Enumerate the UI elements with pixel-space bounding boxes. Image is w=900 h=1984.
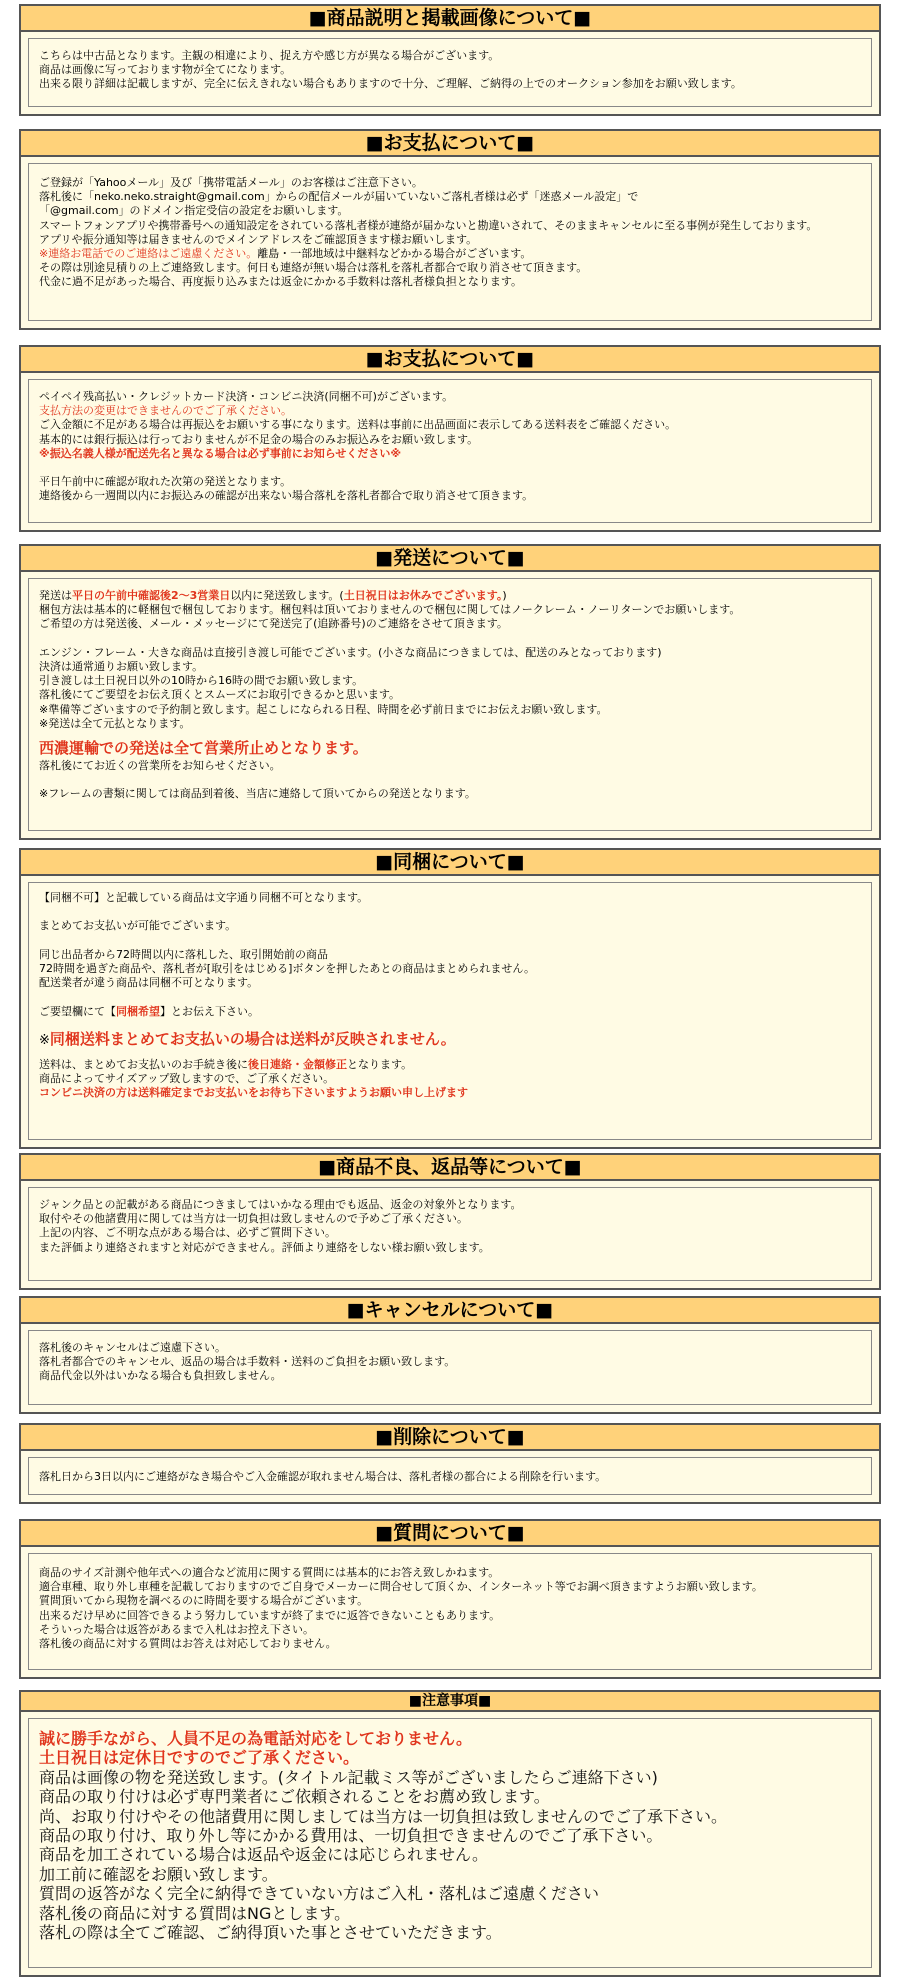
text-line: 支払方法の変更はできませんのでご了承ください。 xyxy=(39,404,292,418)
text-line: 落札後に「neko.neko.straight@gmail.com」からの配信メールが届いていないご落札者様は必ず「迷惑メール設定」で xyxy=(39,190,639,204)
red-note: ※連絡お電話でのご連絡はご遠慮ください。 xyxy=(39,247,258,261)
text-line xyxy=(39,1005,861,1019)
section-title: ■削除について■ xyxy=(21,1425,879,1451)
text: 送料は、まとめてお支払いのお手続き後に xyxy=(39,1057,248,1071)
text-line: ご入金額に不足がある場合は再振込をお願いする事になります。送料は事前に出品画面に表示してある送料表をご確認ください。 xyxy=(39,418,677,432)
text-line: ※発送は全て元払となります。 xyxy=(39,716,191,730)
text-line: 出来る限り詳細は記載しますが、完全に伝えきれない場合もありますので十分、ご理解、ご納得の上でのオークション参加をお願い致します。 xyxy=(39,77,742,91)
text-line: こちらは中古品となります。主観の相違により、捉え方や感じ方が異なる場合がございます。 xyxy=(39,49,500,62)
text-line: 商品は画像の物を発送致します。(タイトル記載ミス等がございましたらご連絡下さい) xyxy=(39,1767,658,1787)
text: 離島・一部地域は中継料などかかる場合がございます。 xyxy=(257,247,532,261)
text-line: 72時間を過ぎた商品や、落札者が[取引をはじめる]ボタンを押したあとの商品はまとめられません。 xyxy=(39,961,536,975)
text: 】とお伝え下さい。 xyxy=(160,1004,259,1018)
section-body xyxy=(28,163,872,321)
text-line: 商品によってサイズアップ致しますので、ご了承ください。 xyxy=(39,1071,335,1085)
text-line: 決済は通常通りお願い致します。 xyxy=(39,660,204,673)
text-line: 上記の内容、ご不明な点がある場合は、必ずご質問下さい。 xyxy=(39,1226,336,1240)
text-line: 同じ出品者から72時間以内に落札した、取引開始前の商品 xyxy=(39,947,328,961)
text-line: ご希望の方は発送後、メール・メッセージにて発送完了(追跡番号)のご連絡をさせて頂きます。 xyxy=(39,617,508,631)
text-line: コンビニ決済の方は送料確定までお支払いをお待ち下さいますようお願い申し上げます xyxy=(39,1086,468,1100)
text-line: その際は別途見積りの上ご連絡致します。何日も連絡が無い場合は落札を落札者都合で取り消させて頂きます。 xyxy=(39,261,588,275)
text-line: 梱包方法は基本的に軽梱包で梱包しております。梱包料は頂いておりませんので梱包に関してはノークレーム・ノーリターンでお願いします。 xyxy=(39,603,741,617)
highlight-line: 誠に勝手ながら、人員不足の為電話対応をしておりません。 xyxy=(39,1729,472,1748)
text-line: ご登録が「Yahooメール」及び「携帯電話メール」のお客様はご注意下さい。 xyxy=(39,176,423,189)
text-line: 落札後のキャンセルはご遠慮下さい。 xyxy=(39,1341,226,1354)
text-line: 尚、お取り付けやその他諸費用に関しましては当方は一切負担は致しませんのでご了承下さい。 xyxy=(39,1806,728,1826)
text-line: アプリや振分通知等は届きませんのでメインアドレスをご確認頂きます様お願いします。 xyxy=(39,232,478,246)
section-body xyxy=(28,882,872,1140)
text-line: 商品の取り付けは必ず専門業者にご依頼されることをお薦め致します。 xyxy=(39,1787,550,1807)
text-line: 平日午前中に確認が取れた次第の発送となります。 xyxy=(39,475,292,489)
text-line: そういった場合は返答があるまで入札はお控え下さい。 xyxy=(39,1622,314,1636)
text-line: 配送業者が違う商品は同梱不可となります。 xyxy=(39,976,259,990)
section-title: ■商品説明と掲載画像について■ xyxy=(21,6,879,32)
section-body xyxy=(28,379,872,523)
section-payment-methods xyxy=(19,345,881,532)
text-line: 【同梱不可】と記載している商品は文字通り同梱不可となります。 xyxy=(39,891,369,904)
section-notes xyxy=(19,1690,881,1977)
section-bundling xyxy=(19,848,881,1149)
text-line: 落札後の商品に対する質問はNGとします。 xyxy=(39,1903,351,1923)
section-shipping xyxy=(19,544,881,840)
section-title: ■商品不良、返品等について■ xyxy=(21,1155,879,1181)
highlight-line: 西濃運輸での発送は全て営業所止めとなります。 xyxy=(39,739,368,758)
text-line: 基本的には銀行振込は行っておりませんが不足金の場合のみお振込みをお願い致します。 xyxy=(39,432,479,446)
text-line: 連絡後から一週間以内にお振込みの確認が出来ない場合落札を落札者都合で取り消させて頂きます。 xyxy=(39,489,534,503)
text-line: ※振込名義人様が配送先名と異なる場合は必ず事前にお知らせください※ xyxy=(39,446,402,460)
text-line: 落札後にてご要望をお伝え頂くとスムーズにお取引できるかと思います。 xyxy=(39,688,401,702)
section-title: ■質問について■ xyxy=(21,1521,879,1547)
text-line: 落札日から3日以内にご連絡がなき場合やご入金確認が取れません場合は、落札者様の都合による削除を行います。 xyxy=(39,1470,607,1483)
section-body xyxy=(28,578,872,831)
red-note: 後日連絡・金額修正 xyxy=(248,1057,347,1071)
section-title: ■同梱について■ xyxy=(21,850,879,876)
text-line: 質問の返答がなく完全に納得できていない方はご入札・落札はご遠慮ください xyxy=(39,1884,600,1904)
section-body xyxy=(28,38,872,107)
red-note: 平日の午前中確認後2～3営業日 xyxy=(72,589,231,602)
text-line: 落札の際は全てご確認、ご納得頂いた事とさせていただきます。 xyxy=(39,1923,502,1943)
text-line: 取付やその他諸費用に関しては当方は一切負担は致しませんので予めご了承ください。 xyxy=(39,1212,468,1226)
text: 以内に発送致します。( xyxy=(230,589,344,602)
text-line: 商品は画像に写っております物が全てになります。 xyxy=(39,63,292,77)
text-line: 代金に過不足があった場合、再度振り込みまたは返金にかかる手数料は落札者様負担となります。 xyxy=(39,275,523,289)
text-line xyxy=(39,589,861,603)
section-title: ■注意事項■ xyxy=(21,1692,879,1712)
text: ※ xyxy=(39,1032,50,1048)
text: ) xyxy=(502,589,507,602)
text-line: 商品のサイズ計測や他年式への適合など流用に関する質問には基本的にお答え致しかねます。 xyxy=(39,1566,500,1579)
section-body xyxy=(28,1330,872,1405)
text-line: 商品を加工されている場合は返品や返金には応じられません。 xyxy=(39,1845,488,1865)
red-note: 同梱希望 xyxy=(116,1004,160,1018)
section-product-description xyxy=(19,4,881,116)
text-line: 質問頂いてから現物を調べるのに時間を要する場合がございます。 xyxy=(39,1594,369,1608)
text-line: エンジン・フレーム・大きな商品は直接引き渡し可能でございます。(小さな商品につきましては、配送のみとなっております) xyxy=(39,645,662,659)
text: ご要望欄にて【 xyxy=(39,1004,116,1018)
section-title: ■発送について■ xyxy=(21,546,879,572)
text: となります。 xyxy=(347,1057,413,1071)
text: 発送は xyxy=(39,589,72,602)
section-title: ■キャンセルについて■ xyxy=(21,1298,879,1324)
highlight-line xyxy=(39,1028,861,1052)
section-body xyxy=(28,1718,872,1968)
text-line xyxy=(39,247,861,261)
highlight-line: 土日祝日は定休日ですのでご了承ください。 xyxy=(39,1748,360,1768)
section-title: ■お支払について■ xyxy=(21,347,879,373)
text-line: 出来るだけ早めに回答できるよう努力していますが終了までに返答できないこともあります。 xyxy=(39,1608,501,1622)
section-defects-returns xyxy=(19,1153,881,1290)
section-title: ■お支払について■ xyxy=(21,131,879,157)
section-body xyxy=(28,1553,872,1670)
text-line: スマートフォンアプリや携帯番号への通知設定をされている落札者様が連絡が届かないと勘違いされて、そのままキャンセルに至る事例が発生しております。 xyxy=(39,218,818,232)
text-line: 加工前に確認をお願い致します。 xyxy=(39,1864,278,1884)
text-line: ペイペイ残高払い・クレジットカード決済・コンビニ決済(同梱不可)がございます。 xyxy=(39,390,454,403)
text-line: 落札後の商品に対する質問はお答えは対応しておりません。 xyxy=(39,1637,337,1651)
text-line: 適合車種、取り外し車種を記載しておりますのでご自身でメーカーに問合せして頂くか、インターネット等でお調べ頂きますようお願い致します。 xyxy=(39,1580,763,1594)
text-line: ※フレームの書類に関しては商品到着後、当店に連絡して頂いてからの発送となります。 xyxy=(39,787,476,801)
section-body xyxy=(28,1457,872,1495)
section-deletion xyxy=(19,1423,881,1504)
text-line: また評価より連絡されますと対応ができません。評価より連絡をしない様お願い致します。 xyxy=(39,1240,490,1254)
text-line: 落札後にてお近くの営業所をお知らせください。 xyxy=(39,759,281,773)
text-line: 商品の取り付け、取り外し等にかかる費用は、一切負担できませんのでご了承下さい。 xyxy=(39,1826,663,1846)
section-questions xyxy=(19,1519,881,1679)
text-line: 商品代金以外はいかなる場合も負担致しません。 xyxy=(39,1369,282,1383)
text-line: ※準備等ございますので予約制と致します。起こしになられる日程、時間を必ず前日までにお伝えお願い致します。 xyxy=(39,702,608,716)
text-line: 「@gmail.com」のドメイン指定受信の設定をお願いします。 xyxy=(39,204,349,218)
text-line: 落札者都合でのキャンセル、返品の場合は手数料・送料のご負担をお願い致します。 xyxy=(39,1355,456,1369)
text-line: まとめてお支払いが可能でございます。 xyxy=(39,919,237,933)
section-payment-email xyxy=(19,129,881,330)
text-line: 引き渡しは土日祝日以外の10時から16時の間でお願い致します。 xyxy=(39,674,364,688)
text: 同梱送料まとめてお支払いの場合は送料が反映されません。 xyxy=(49,1029,456,1048)
text-line xyxy=(39,1058,861,1072)
section-body xyxy=(28,1187,872,1281)
section-cancellation xyxy=(19,1296,881,1414)
red-note: 土日祝日はお休みでございます。 xyxy=(343,589,503,602)
text-line: ジャンク品との記載がある商品につきましてはいかなる理由でも返品、返金の対象外となります。 xyxy=(39,1198,522,1211)
